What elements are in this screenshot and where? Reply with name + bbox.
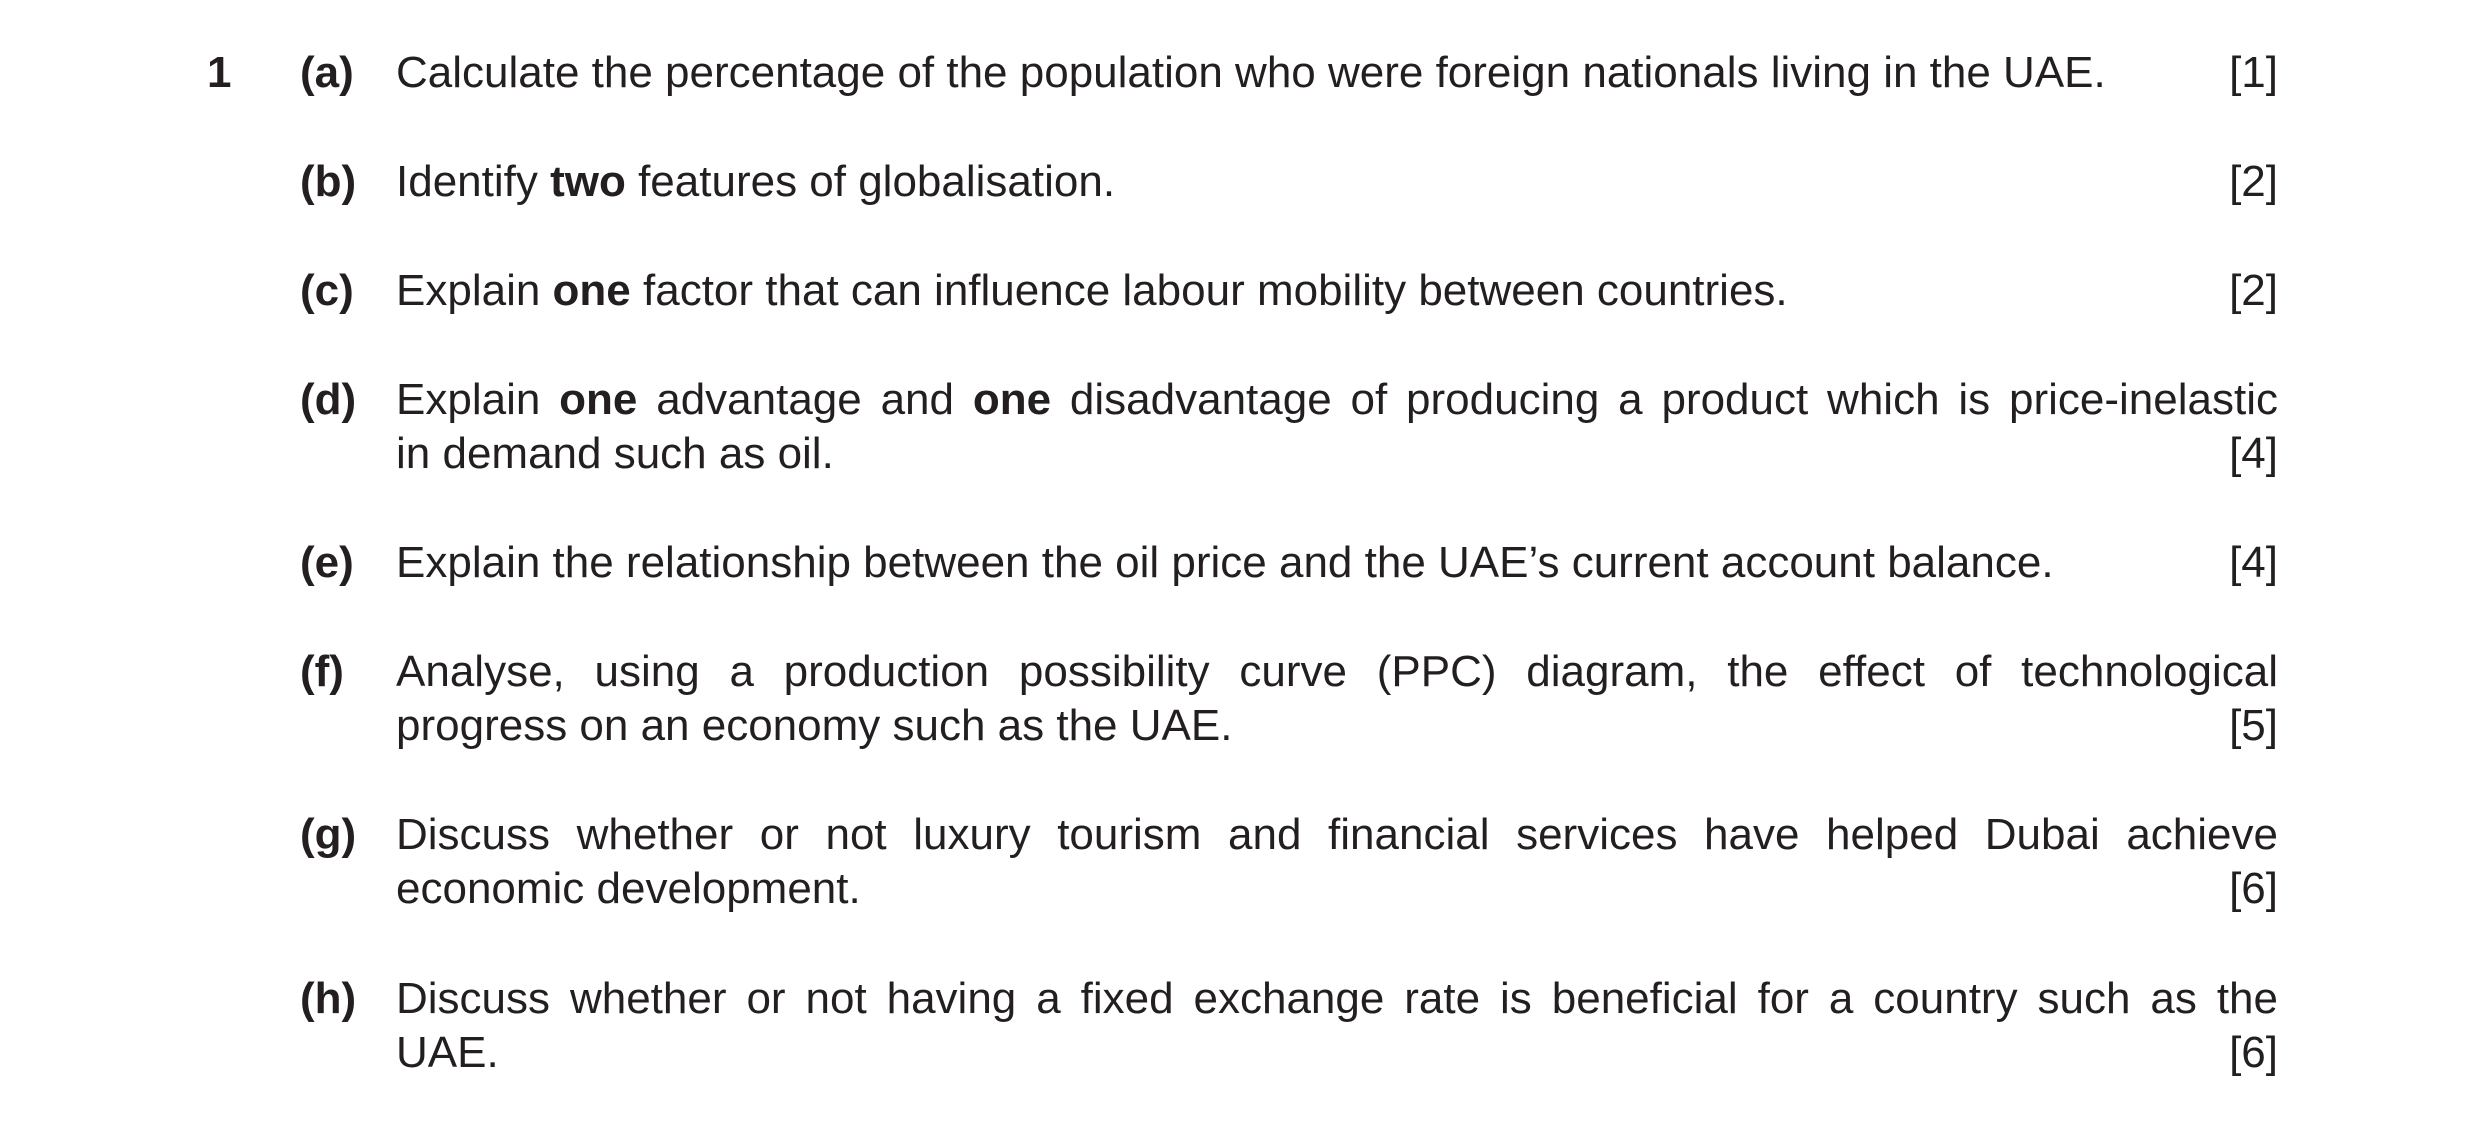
part-body (396, 373, 2278, 481)
part-label: (b) (300, 157, 357, 206)
emphasis: one (559, 375, 638, 424)
part-line (396, 155, 2278, 209)
part-text: in demand such as oil. (396, 429, 834, 478)
mark-allocation: [4] (2229, 429, 2278, 478)
part-label: (e) (300, 538, 354, 587)
part-line (396, 699, 2278, 753)
part-text: progress on an economy such as the UAE. (396, 701, 1233, 750)
part-text: Calculate the percentage of the population who were foreign nationals living in the UAE. (396, 48, 2106, 97)
text-segment: Explain (396, 266, 553, 315)
part-line: Analyse, using a production possibility curve (PPC) diagram, the effect of technological (396, 647, 2278, 696)
part-text (396, 155, 1115, 209)
mark-allocation: [6] (2229, 864, 2278, 913)
question-number: 1 (207, 48, 232, 97)
part-body (396, 536, 2278, 590)
text-segment: factor that can influence labour mobility between countries. (630, 266, 1788, 315)
mark-allocation: [5] (2229, 701, 2278, 750)
part-line: Discuss whether or not having a fixed exchange rate is beneficial for a country such as the (396, 974, 2278, 1023)
part-text (396, 264, 1788, 318)
text-segment: Identify (396, 157, 551, 206)
part-line (396, 536, 2278, 590)
mark-allocation: [2] (2229, 157, 2278, 206)
emphasis: two (550, 157, 626, 206)
part-line (396, 862, 2278, 916)
emphasis: one (552, 266, 631, 315)
part-body (396, 972, 2278, 1080)
part-body (396, 264, 2278, 318)
text-segment: advantage and (637, 375, 973, 424)
part-label: (c) (300, 266, 354, 315)
part-body (396, 46, 2278, 100)
part-label: (f) (300, 647, 344, 696)
part-body (396, 155, 2278, 209)
part-label: (d) (300, 375, 357, 424)
text-segment: Explain (396, 375, 560, 424)
part-line: Discuss whether or not luxury tourism and financial services have helped Dubai achieve (396, 810, 2278, 859)
part-label: (a) (300, 48, 354, 97)
part-line (396, 1026, 2278, 1080)
text-segment: features of globalisation. (625, 157, 1116, 206)
part-text: Explain the relationship between the oil price and the UAE’s current account balance. (396, 538, 2054, 587)
emphasis: one (972, 375, 1052, 424)
part-line (396, 46, 2278, 100)
mark-allocation: [2] (2229, 266, 2278, 315)
mark-allocation: [1] (2229, 48, 2278, 97)
part-text: UAE. (396, 1028, 499, 1077)
part-label: (g) (300, 810, 357, 859)
part-label: (h) (300, 974, 357, 1023)
part-text: economic development. (396, 864, 861, 913)
mark-allocation: [6] (2229, 1028, 2278, 1077)
part-line (396, 427, 2278, 481)
part-line (396, 373, 2278, 427)
part-body (396, 808, 2278, 916)
text-segment: disadvantage of producing a product which is price-inelastic (1051, 375, 2278, 424)
part-body (396, 645, 2278, 753)
part-line (396, 264, 2278, 318)
mark-allocation: [4] (2229, 538, 2278, 587)
